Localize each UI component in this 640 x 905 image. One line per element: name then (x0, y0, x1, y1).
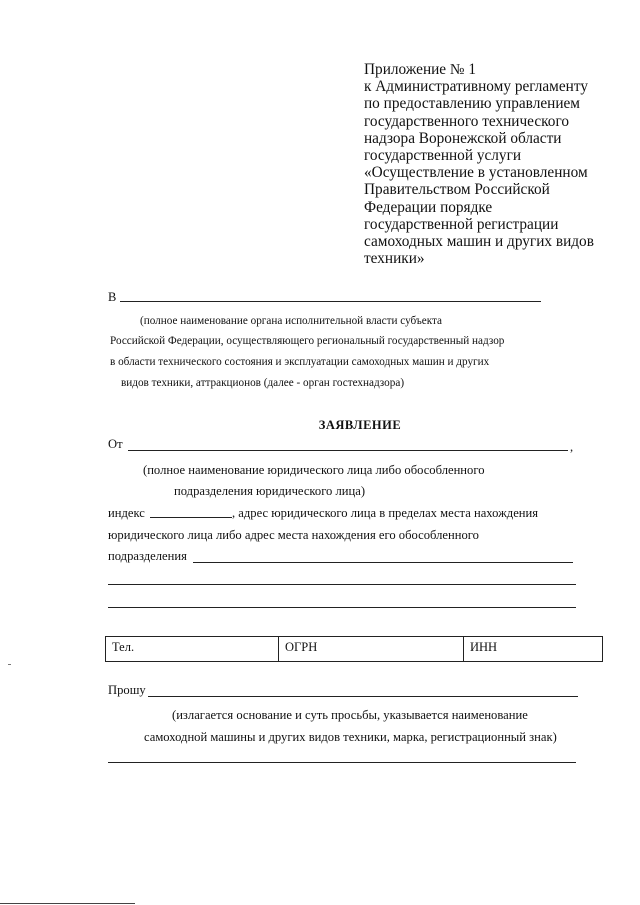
addressee-hint-line: Российской Федерации, осуществляющего региональный государственный надзор (110, 335, 505, 347)
appendix-line: техники» (364, 250, 425, 268)
appendix-line: самоходных машин и других видов (364, 233, 594, 251)
tel-cell[interactable] (106, 637, 279, 661)
appendix-header (364, 61, 624, 267)
request-field[interactable] (148, 696, 578, 697)
contact-table (105, 636, 603, 662)
appendix-line: по предоставлению управлением (364, 95, 580, 113)
ogrn-cell[interactable] (279, 637, 464, 661)
sender-hint-line: (полное наименование юридического лица либо обособленного (143, 463, 485, 477)
address-line-2: юридического лица либо адрес места нахождения его обособленного (108, 528, 479, 542)
inn-label: ИНН (470, 640, 498, 654)
footnote-separator (0, 903, 135, 904)
statement-title: ЗАЯВЛЕНИЕ (318, 418, 402, 432)
address-line-1: , адрес юридического лица в пределах места нахождения (232, 506, 539, 520)
addressee-field[interactable] (120, 301, 541, 302)
appendix-line: Приложение № 1 (364, 61, 476, 78)
appendix-line: Федерации порядке (364, 198, 493, 216)
tel-label: Тел. (112, 640, 135, 654)
address-extra-field-2[interactable] (108, 607, 576, 608)
margin-mark (8, 664, 11, 665)
request-prefix: Прошу (108, 683, 146, 697)
address-line-3: подразделения (108, 549, 187, 563)
appendix-line: государственной регистрации (364, 215, 559, 233)
inn-cell[interactable] (464, 637, 602, 661)
appendix-line: Правительством Российской (364, 181, 550, 199)
ogrn-label: ОГРН (285, 640, 318, 654)
request-hint-line: самоходной машины и других видов техники, марка, регистрационный знак) (144, 730, 557, 744)
addressee-hint-line: видов техники, аттракционов (далее - орган гостехнадзора) (121, 377, 405, 389)
appendix-line: государственной услуги (364, 147, 522, 165)
addressee-hint-line: (полное наименование органа исполнительной власти субъекта (140, 315, 442, 327)
index-label: индекс (108, 506, 145, 520)
address-field[interactable] (193, 562, 573, 563)
request-extra-field[interactable] (108, 762, 576, 763)
appendix-line: к Административному регламенту (364, 78, 588, 96)
appendix-line: государственного технического (364, 112, 569, 130)
addressee-hint-line: в области технического состояния и эксплуатации самоходных машин и других (110, 356, 490, 368)
request-hint-line: (излагается основание и суть просьбы, указывается наименование (172, 708, 528, 722)
sender-hint-line: подразделения юридического лица) (174, 484, 366, 498)
index-field[interactable] (150, 517, 232, 518)
sender-field[interactable] (128, 450, 568, 451)
address-extra-field-1[interactable] (108, 584, 576, 585)
addressee-prefix: В (108, 290, 117, 304)
sender-comma: , (570, 440, 574, 454)
appendix-line: «Осуществление в установленном (364, 164, 588, 182)
appendix-line: надзора Воронежской области (364, 129, 562, 147)
sender-prefix: От (108, 437, 123, 451)
